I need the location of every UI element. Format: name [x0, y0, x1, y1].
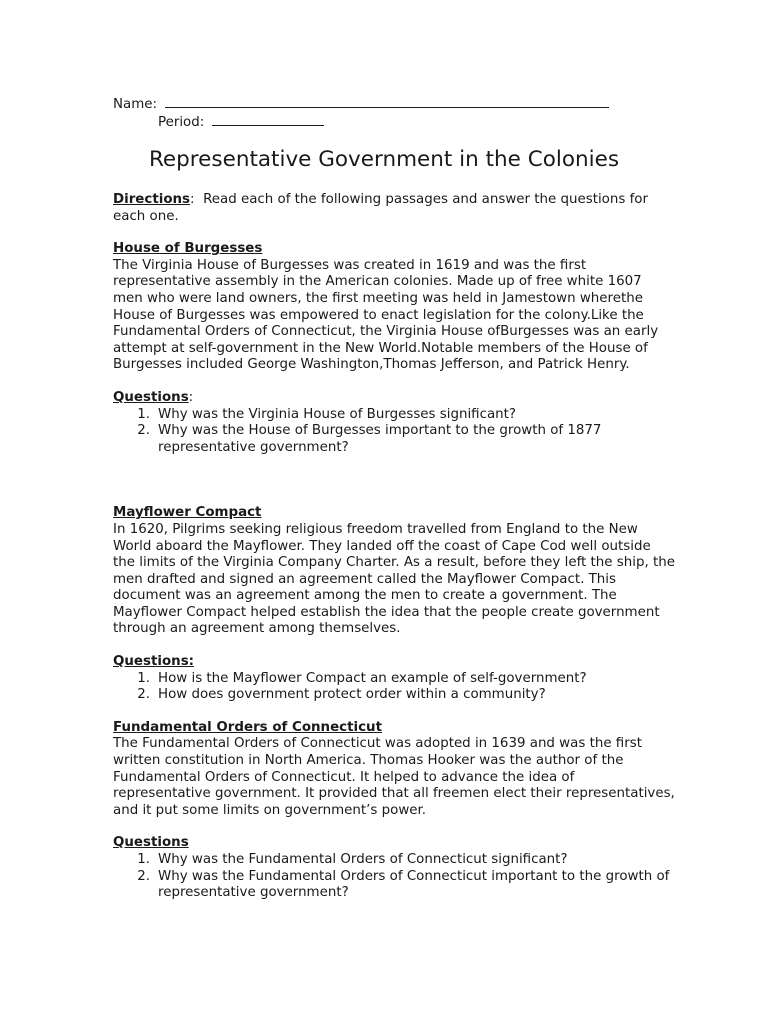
period-field-row	[158, 111, 324, 132]
section-body-mayflower-compact: In 1620, Pilgrims seeking religious freedom travelled from England to the New World aboard the Mayflower. They landed off the coast of Cape Cod well outside the limits of the Virginia Company Charter. As a result, before they left the ship, the men drafted and signed an agreement called the Mayflower Compact. This document was an agreement among the men to create a government. The Mayflower Compact helped establish the idea that the people create government through an agreement among themselves.	[113, 521, 675, 637]
section-body-house-of-burgesses: The Virginia House of Burgesses was created in 1619 and was the first representative assembly in the American colonies. Made up of free white 1607 men who were land owners, the first meeting was held in Jamestown wherethe House of Burgesses was empowered to enact legislation for the colony.Like the Fundamental Orders of Connecticut, the Virginia House ofBurgesses was an early attempt at self-government in the New World.Notable members of the House of Burgesses included George Washington,Thomas Jefferson, and Patrick Henry.	[113, 257, 659, 373]
question-item: 2. How does government protect order within a community?	[137, 687, 546, 703]
period-blank-line[interactable]	[212, 111, 324, 126]
section-heading-house-of-burgesses: House of Burgesses	[113, 241, 263, 257]
section-body-fundamental-orders: The Fundamental Orders of Connecticut was adopted in 1639 and was the first written constitution in North America. Thomas Hooker was the author of the Fundamental Orders of Connecticut. It helped to advance the idea of representative government. It provided that all freemen elect their representatives, and it put some limits on government’s power.	[113, 736, 675, 818]
question-list	[113, 407, 675, 457]
question-list	[113, 671, 675, 704]
section-heading-fundamental-orders: Fundamental Orders of Connecticut	[113, 719, 382, 735]
worksheet-content	[113, 192, 675, 902]
directions-text: Read each of the following passages and answer the questions for each one.	[113, 192, 648, 224]
question-item: 2. Why was the House of Burgesses important to the growth of 1877 representative government?	[137, 423, 602, 455]
question-item: 1. How is the Mayflower Compact an example of self-government?	[137, 670, 587, 686]
directions: Directions: Read each of the following passages and answer the questions for each one.	[113, 192, 648, 224]
period-label: Period:	[158, 115, 205, 130]
section-heading-mayflower-compact: Mayflower Compact	[113, 505, 262, 521]
question-list	[113, 852, 675, 902]
question-item: 2. Why was the Fundamental Orders of Connecticut important to the growth of representative government?	[137, 868, 670, 901]
questions-heading: Questions:	[113, 389, 194, 405]
questions-heading: Questions:	[113, 654, 195, 670]
name-blank-line[interactable]	[165, 93, 609, 108]
directions-label: Directions	[113, 192, 191, 207]
page-title: Representative Government in the Colonies	[148, 147, 620, 172]
question-item: 1. Why was the Fundamental Orders of Connecticut significant?	[137, 852, 568, 867]
question-item: 1. Why was the Virginia House of Burgesses significant?	[137, 406, 517, 422]
questions-heading: Questions	[113, 835, 189, 851]
name-label: Name:	[113, 97, 158, 112]
